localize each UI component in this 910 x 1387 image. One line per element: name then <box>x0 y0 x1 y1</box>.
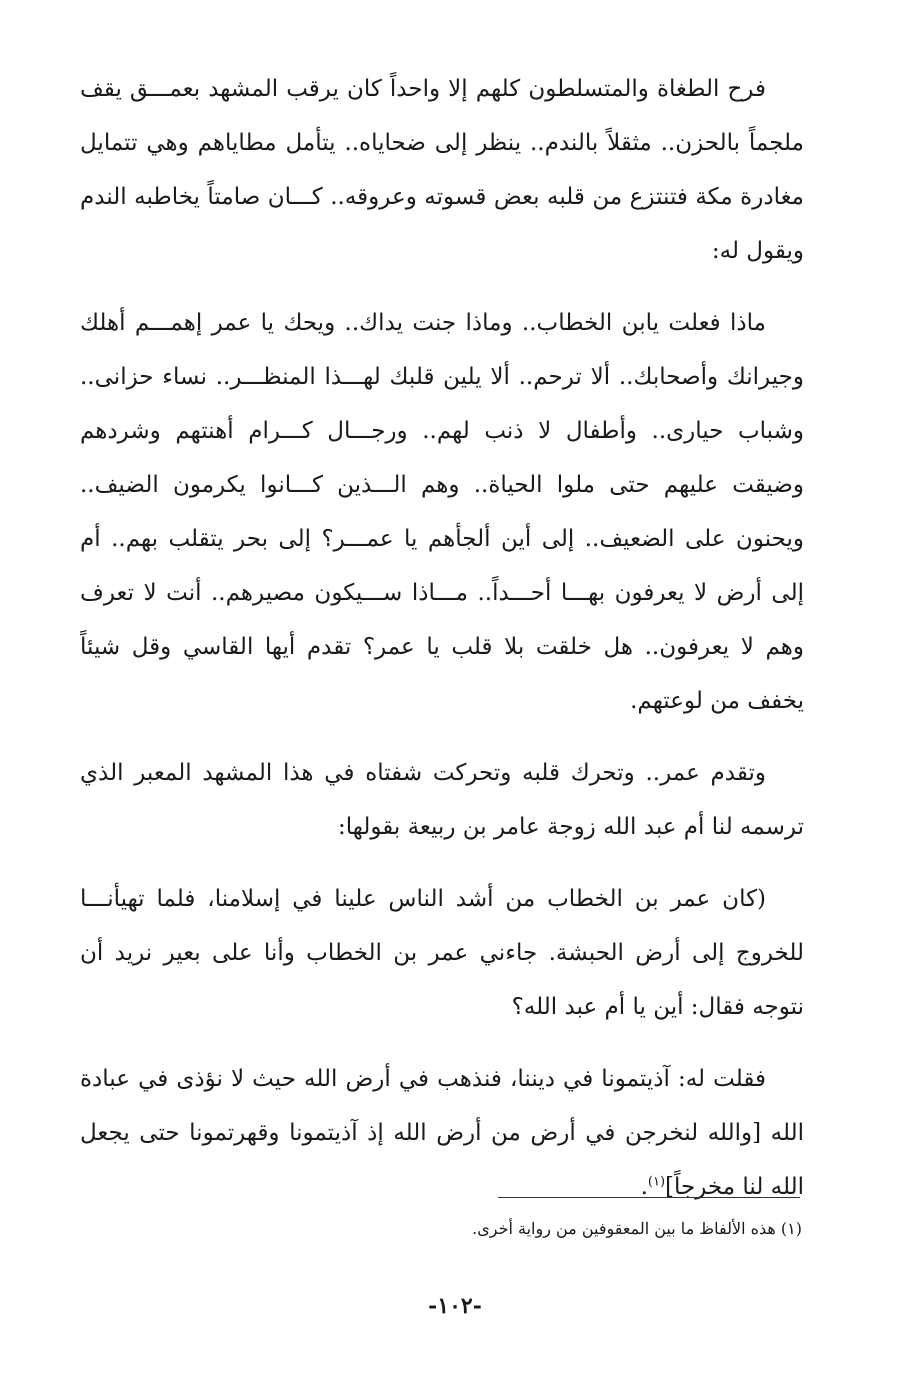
main-text <box>80 62 804 1232</box>
footnote-divider <box>498 1197 800 1198</box>
paragraph-3: وتقدم عمر.. وتحرك قلبه وتحركت شفتاه في هذا المشهد المعبر الذي ترسمه لنا أم عبد الله زوجة عامر بن ربيعة بقولها: <box>80 760 804 840</box>
page-number: -١٠٢- <box>428 1293 482 1319</box>
paragraph-4: (كان عمر بن الخطاب من أشد الناس علينا في إسلامنا، فلما تهيأنـــا للخروج إلى أرض الحبشة. جاءني عمر بن الخطاب وأنا على بعير نريد أن نتوجه فقال: أين يا أم عبد الله؟ <box>80 886 804 1020</box>
paragraph-5-text: فقلت له: آذيتمونا في ديننا، فنذهب في أرض الله حيث لا نؤذى في عبادة الله [والله لنخرجن في أرض من أرض الله إذ آذيتمونا وقهرتمونا حتى يجعل الله لنا مخرجاً] <box>80 1066 804 1200</box>
paragraph-5 <box>80 1052 804 1214</box>
footnote: (١) هذه الألفاظ ما بين المعقوفين من رواية أخرى. <box>472 1219 802 1238</box>
paragraph-1: فرح الطغاة والمتسلطون كلهم إلا واحداً كان يرقب المشهد بعمـــق يقف ملجماً بالحزن.. مثقلاً بالندم.. ينظر إلى ضحاياه.. يتأمل مطاياهم وهي تتمايل مغادرة مكة فتنتزع من قلبه بعض قسوته وعروقه.. كـــان صامتاً يخاطبه الندم ويقول له: <box>80 76 804 264</box>
paragraph-2: ماذا فعلت يابن الخطاب.. وماذا جنت يداك.. ويحك يا عمر إهمـــم أهلك وجيرانك وأصحابك.. ألا ترحم.. ألا يلين قلبك لهـــذا المنظـــر.. نساء حزانى.. وشباب حيارى.. وأطفال لا ذنب لهم.. ورجـــال كـــرام أهنتهم وشردهم وضيقت عليهم حتى ملوا الحياة.. وهم الـــذين كـــانوا يكرمون الضيف.. ويحنون على الضعيف.. إلى أين ألجأهم يا عمـــر؟ إلى بحر يتقلب بهم.. أم إلى أرض لا يعرفون بهـــا أحـــداً.. مـــاذا ســـيكون مصيرهم.. أنت لا تعرف وهم لا يعرفون.. هل خلقت بلا قلب يا عمر؟ تقدم أيها القاسي وقل شيئاً يخفف من لوعتهم. <box>80 310 805 714</box>
paragraph-5-end: . <box>640 1174 648 1200</box>
footnote-reference: (١) <box>647 1174 666 1190</box>
